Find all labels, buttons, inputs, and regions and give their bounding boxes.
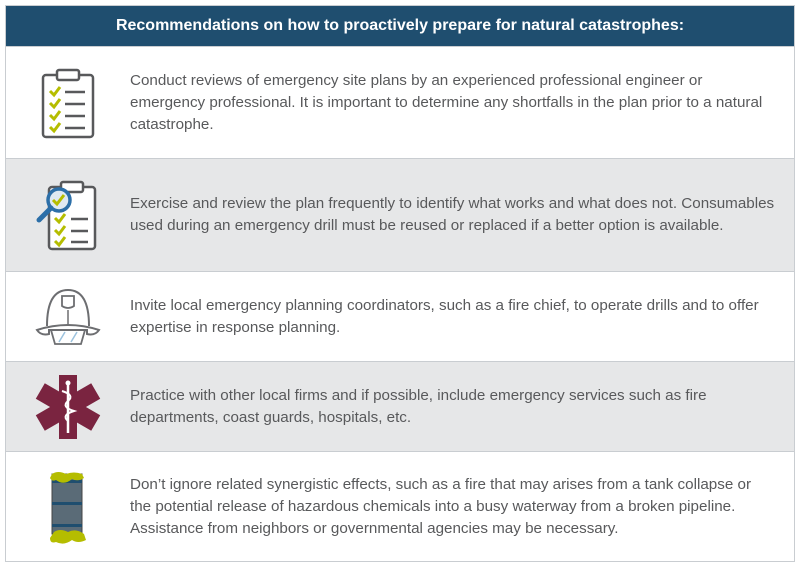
recommendations-table xyxy=(5,5,795,562)
star-of-life-icon xyxy=(35,373,101,441)
recommendation-text: Invite local emergency planning coordinators, such as a fire chief, to operate drills and to offer expertise in response planning. xyxy=(130,296,759,336)
icon-cell xyxy=(6,452,130,562)
recommendation-text: Don’t ignore related synergistic effects, such as a fire that may arises from a tank collapse or the potential release of hazardous chemicals into a busy waterway from a broken pipeline. Assistance from neighbors or governmental agencies may be necessary. xyxy=(130,476,752,537)
icon-cell xyxy=(6,362,130,451)
recommendation-text: Exercise and review the plan frequently to identify what works and what does not. Consumables used during an emergency drill must be reused or replaced if a better option is available. xyxy=(130,195,775,234)
recommendation-row-4 xyxy=(6,362,794,452)
clipboard-checklist-icon xyxy=(40,67,96,139)
leaking-barrel-icon xyxy=(40,468,96,546)
recommendation-text: Practice with other local firms and if possible, include emergency services such as fire departments, coast guards, hospitals, etc. xyxy=(130,386,707,426)
firefighter-helmet-icon xyxy=(35,286,101,348)
recommendation-row-2 xyxy=(6,159,794,272)
recommendation-row-1 xyxy=(6,47,794,159)
clipboard-magnifier-icon xyxy=(33,178,103,252)
recommendation-text: Conduct reviews of emergency site plans by an experienced professional engineer or emergency professional. It is important to determine any shortfalls in the plan prior to a natural catastrophe. xyxy=(130,71,763,133)
recommendation-row-3 xyxy=(6,272,794,362)
recommendation-row-5 xyxy=(6,452,794,562)
icon-cell xyxy=(6,159,130,271)
icon-cell xyxy=(6,47,130,158)
icon-cell xyxy=(6,272,130,361)
table-header: Recommendations on how to proactively prepare for natural catastrophes: xyxy=(6,6,794,47)
